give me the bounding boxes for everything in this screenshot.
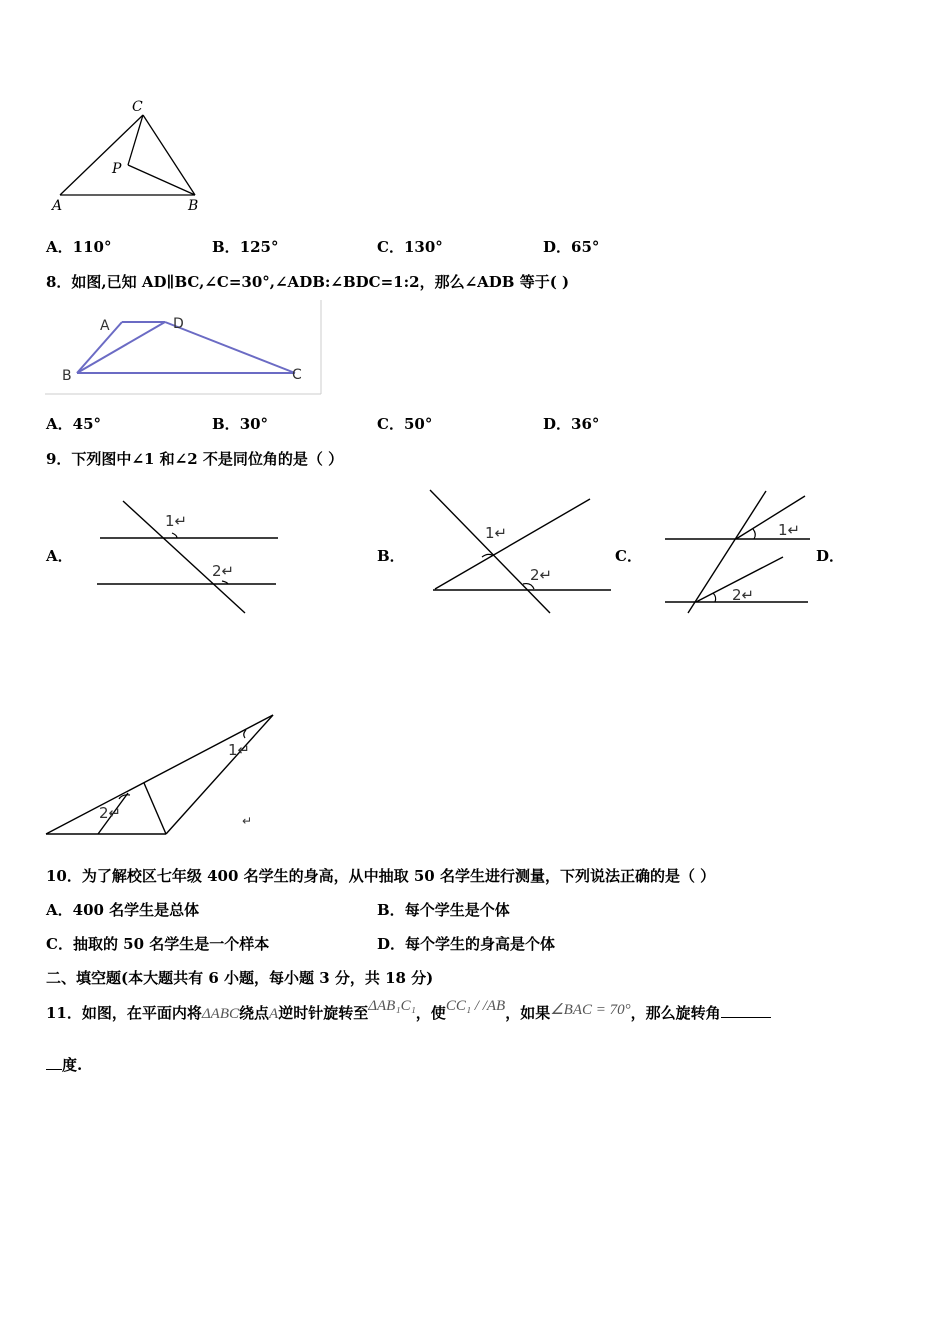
return-mark: ↵ — [242, 814, 253, 828]
q7-option-c[interactable] — [377, 236, 443, 257]
q7-option-a[interactable] — [46, 236, 111, 257]
option-letter: C． — [46, 935, 73, 953]
q8-option-d[interactable] — [543, 413, 599, 434]
q9-option-a[interactable]: A． — [46, 547, 73, 565]
option-text: 抽取的 50 名学生是一个样本 — [72, 935, 270, 953]
q7-label-p: P — [112, 161, 122, 177]
q11-text: 逆时针旋转至 — [278, 1004, 369, 1022]
option-letter: C． — [377, 415, 404, 433]
q10-option-b[interactable] — [377, 899, 510, 920]
q11-math: ΔABC — [201, 1006, 240, 1022]
q9b-angle-2: 2↵ — [530, 566, 553, 584]
q11-continuation — [46, 1054, 82, 1075]
option-text: 36° — [571, 415, 600, 433]
section-title: 二、填空题(本大题共有 6 小题，每小题 3 分，共 18 分) — [46, 969, 434, 987]
q10-option-d[interactable] — [377, 933, 555, 954]
q9-option-d[interactable]: D． — [816, 547, 845, 565]
option-text: 130° — [403, 238, 443, 256]
q8-option-a[interactable] — [46, 413, 101, 434]
q9-figure-d — [44, 710, 284, 840]
option-text: 65° — [571, 238, 600, 256]
q11-math: CC₁ / /AB — [445, 998, 506, 1014]
q9-option-b[interactable]: B． — [377, 547, 405, 565]
q7-label-a: A — [52, 198, 63, 214]
option-letter: B． — [212, 415, 240, 433]
q10-stem: 10．为了解校区七年级 400 名学生的身高，从中抽取 50 名学生进行测量，下列说法正确的是（ ） — [46, 867, 716, 885]
option-letter: D． — [377, 935, 406, 953]
option-letter: B． — [377, 901, 405, 919]
q10-option-a[interactable] — [46, 899, 199, 920]
option-letter: A． — [46, 415, 73, 433]
q8-trapezoid-figure — [45, 300, 323, 395]
q7-option-d[interactable] — [543, 236, 599, 257]
option-text: 30° — [239, 415, 269, 433]
q8-label-d: D — [173, 316, 184, 332]
q7-option-b[interactable] — [212, 236, 279, 257]
q11-text: 11．如图，在平面内将 — [46, 1004, 202, 1022]
option-letter: B． — [212, 238, 240, 256]
option-text: 50° — [403, 415, 433, 433]
q11-text: ，使 — [415, 1004, 446, 1022]
q11-tail: 度. — [62, 1056, 83, 1074]
q9-figure-c — [660, 488, 820, 618]
option-letter: D． — [543, 238, 572, 256]
q11-math: ∠BAC = 70° — [550, 1002, 631, 1018]
q11-text: ，那么旋转角 — [630, 1004, 721, 1022]
answer-blank[interactable] — [721, 1003, 771, 1018]
q7-triangle-figure — [40, 95, 220, 220]
q11-math: ΔAB₁C₁ — [368, 998, 416, 1014]
option-letter: C． — [377, 238, 404, 256]
option-text: 每个学生的身高是个体 — [405, 935, 556, 953]
option-letter: D． — [543, 415, 572, 433]
q9-figure-a — [95, 495, 285, 620]
q9d-angle-2: 2↵ — [99, 804, 122, 822]
q11-stem — [46, 1000, 771, 1027]
q10-option-c[interactable] — [46, 933, 269, 954]
q8-label-a: A — [100, 318, 110, 334]
option-text: 110° — [72, 238, 112, 256]
q8-label-b: B — [62, 368, 72, 384]
q7-label-b: B — [188, 198, 199, 214]
q9-option-c[interactable]: C． — [615, 547, 642, 565]
q9a-angle-1: 1↵ — [165, 512, 188, 530]
option-text: 45° — [72, 415, 102, 433]
q11-text: ，如果 — [505, 1004, 551, 1022]
q8-label-c: C — [292, 367, 302, 383]
option-text: 125° — [239, 238, 279, 256]
q11-text: 绕点 — [239, 1004, 270, 1022]
q9-stem: 9．下列图中∠1 和∠2 不是同位角的是（ ） — [46, 450, 344, 468]
q8-stem: 8．如图,已知 AD∥BC,∠C=30°,∠ADB:∠BDC=1:2，那么∠ADB 等于( ) — [46, 273, 570, 291]
option-text: 400 名学生是总体 — [72, 901, 200, 919]
answer-blank[interactable] — [46, 1055, 62, 1070]
q9c-angle-2: 2↵ — [732, 586, 755, 604]
q9c-angle-1: 1↵ — [778, 521, 801, 539]
q7-label-c: C — [132, 99, 143, 115]
option-letter: A． — [46, 901, 73, 919]
q9b-angle-1: 1↵ — [485, 524, 508, 542]
q9d-angle-1: 1↵ — [228, 741, 251, 759]
option-letter: A． — [46, 238, 73, 256]
q8-option-c[interactable] — [377, 413, 432, 434]
q11-math: A — [269, 1006, 279, 1022]
q9-figure-b — [425, 488, 615, 618]
q9a-angle-2: 2↵ — [212, 562, 235, 580]
option-text: 每个学生是个体 — [404, 901, 510, 919]
q8-option-b[interactable] — [212, 413, 268, 434]
